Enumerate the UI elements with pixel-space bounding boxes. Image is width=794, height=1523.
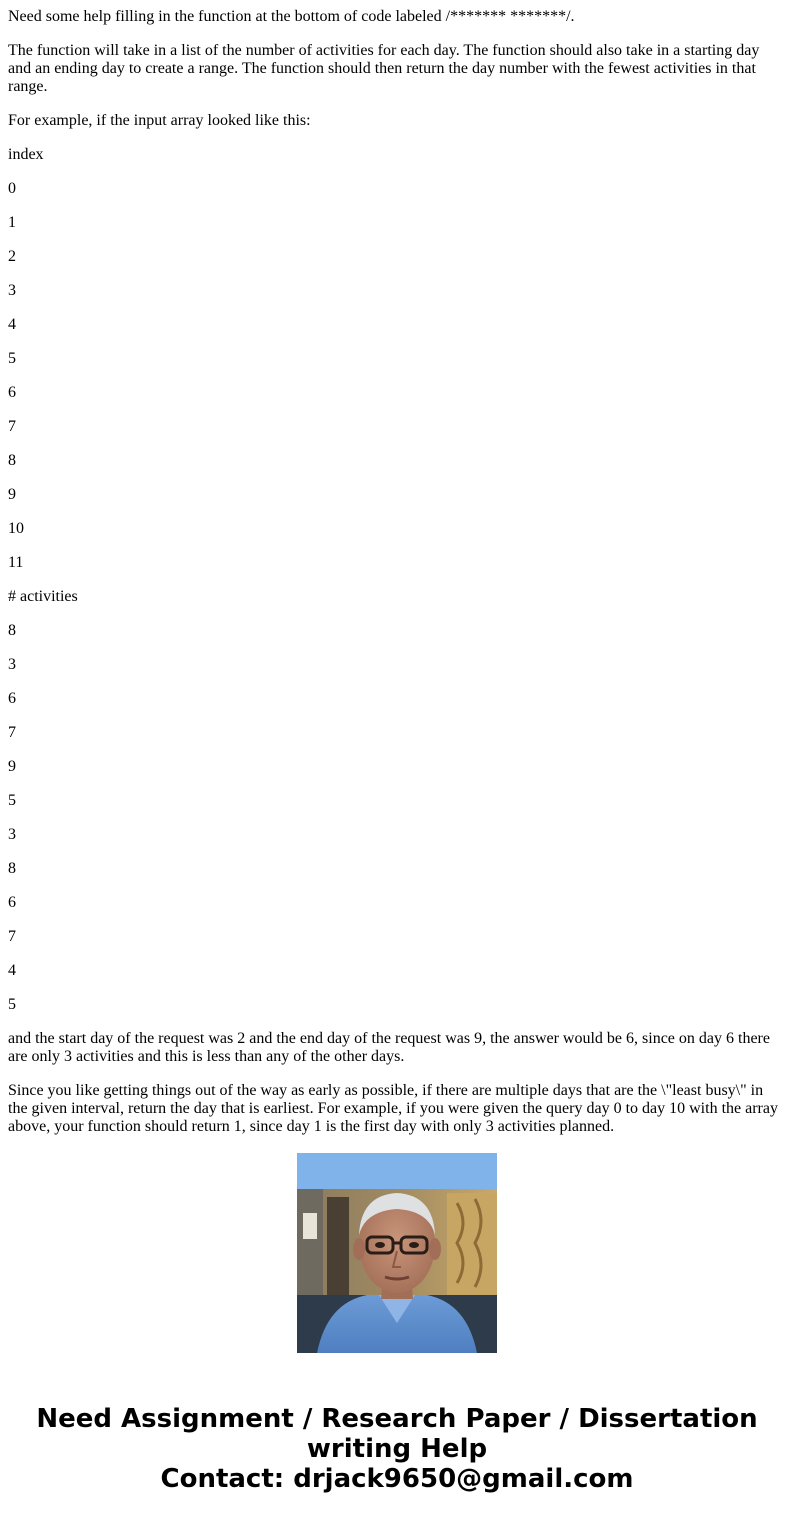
promo-section: [0, 1122, 794, 1523]
index-value: 5: [8, 350, 16, 367]
activity-value: 8: [8, 622, 16, 639]
activity-value: 8: [8, 860, 16, 877]
index-value: 3: [8, 282, 16, 299]
activity-value: 4: [8, 962, 16, 979]
activity-value: 9: [8, 758, 16, 775]
description-text: The function will take in a list of the number of activities for each day. The function should also take in a starting day and an ending day to create a range. The function should then return the day number with the fewest activities in that range.: [8, 42, 760, 95]
example-result-text: and the start day of the request was 2 and the end day of the request was 9, the answer would be 6, since on day 6 there are only 3 activities and this is less than any of the other days.: [8, 1030, 770, 1065]
activity-value: 7: [8, 928, 16, 945]
intro-text: Need some help filling in the function at the bottom of code labeled /******* *******/.: [8, 8, 575, 25]
index-value: 1: [8, 214, 16, 231]
tie-rule-text: Since you like getting things out of the way as early as possible, if there are multiple days that are the \"least busy\" in the given interval, return the day that is earliest. For example, if you were given the query day 0 to day 10 with the array above, your function should return 1, since day 1 is the first day with only 3 activities planned.: [8, 1082, 778, 1135]
index-value: 6: [8, 384, 16, 401]
activity-value: 6: [8, 894, 16, 911]
activities-header: # activities: [8, 588, 78, 605]
promo-line-2: writing Help: [306, 1434, 488, 1464]
promo-message: [0, 1404, 794, 1494]
index-value: 11: [8, 554, 24, 571]
author-photo: [297, 1153, 497, 1353]
index-value: 8: [8, 452, 16, 469]
index-value: 4: [8, 316, 16, 333]
promo-contact-line: Contact: drjack9650@gmail.com: [160, 1464, 634, 1494]
activity-value: 3: [8, 826, 16, 843]
activity-value: 6: [8, 690, 16, 707]
activity-value: 5: [8, 996, 16, 1013]
activity-value: 7: [8, 724, 16, 741]
promo-line-1: Need Assignment / Research Paper / Dissertation: [36, 1404, 758, 1434]
index-header: index: [8, 146, 44, 163]
example-lead-text: For example, if the input array looked like this:: [8, 112, 311, 129]
index-value: 9: [8, 486, 16, 503]
index-value: 2: [8, 248, 16, 265]
index-value: 10: [8, 520, 24, 537]
activity-value: 3: [8, 656, 16, 673]
activity-value: 5: [8, 792, 16, 809]
index-value: 7: [8, 418, 16, 435]
index-value: 0: [8, 180, 16, 197]
